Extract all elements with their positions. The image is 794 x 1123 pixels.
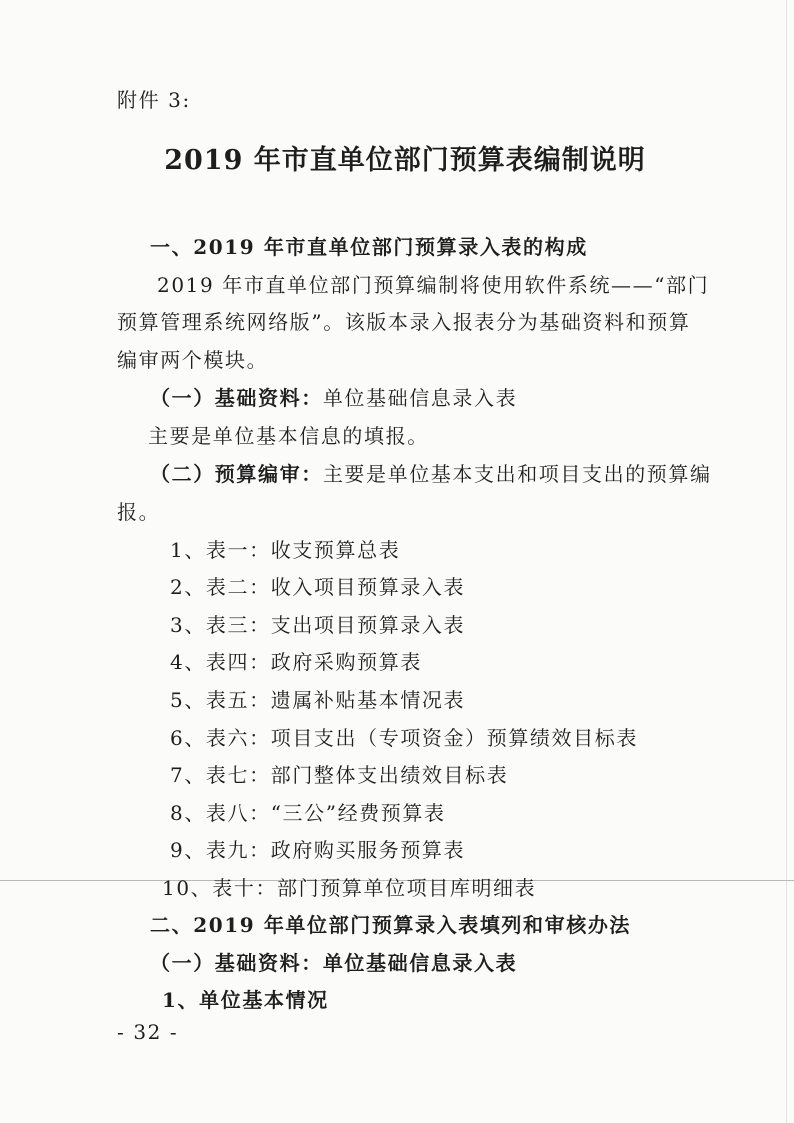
- table-list-item: 6、表六：项目支出（专项资金）预算绩效目标表: [170, 726, 638, 750]
- table-list-item: 2、表二：收入项目预算录入表: [170, 575, 466, 599]
- section2-heading: 二、2019 年单位部门预算录入表填列和审核办法: [150, 913, 632, 937]
- intro-line-1: 2019 年市直单位部门预算编制将使用软件系统——“部门: [157, 273, 710, 297]
- section2-basic-label: （一）基础资料：: [150, 951, 323, 975]
- intro-line-3: 编审两个模块。: [117, 348, 269, 372]
- basic-data-text: 单位基础信息录入表: [322, 386, 518, 410]
- basic-data-line: [150, 386, 517, 410]
- section2-item-1: 1、单位基本情况: [162, 988, 329, 1012]
- basic-data-desc: 主要是单位基本信息的填报。: [148, 424, 429, 448]
- table-list-item: 5、表五：遗属补贴基本情况表: [170, 688, 466, 712]
- section1-heading: 一、2019 年市直单位部门预算录入表的构成: [150, 235, 588, 259]
- table-list-item: 10、表十：部门预算单位项目库明细表: [162, 876, 537, 900]
- page-number: - 32 -: [117, 1020, 179, 1044]
- table-list-item: 7、表七：部门整体支出绩效目标表: [170, 763, 509, 787]
- basic-data-label: （一）基础资料：: [150, 386, 323, 410]
- budget-review-text: 主要是单位基本支出和项目支出的预算编: [322, 462, 712, 486]
- table-list-item: 9、表九：政府购买服务预算表: [170, 838, 466, 862]
- attachment-label: 附件 3:: [117, 88, 191, 112]
- table-list-item: 1、表一：收支预算总表: [170, 538, 401, 562]
- section2-basic-line: [150, 951, 517, 975]
- budget-review-line: [150, 462, 712, 486]
- table-list-item: 4、表四：政府采购预算表: [170, 650, 422, 674]
- budget-review-label: （二）预算编审：: [150, 462, 323, 486]
- intro-line-2: 预算管理系统网络版”。该版本录入报表分为基础资料和预算: [117, 310, 691, 334]
- table-list-item: 8、表八：“三公”经费预算表: [170, 801, 446, 825]
- table-list-item: 3、表三：支出项目预算录入表: [170, 613, 466, 637]
- page-title: 2019 年市直单位部门预算表编制说明: [164, 145, 646, 176]
- budget-review-continuation: 报。: [117, 500, 161, 524]
- section2-basic-text: 单位基础信息录入表: [322, 951, 518, 975]
